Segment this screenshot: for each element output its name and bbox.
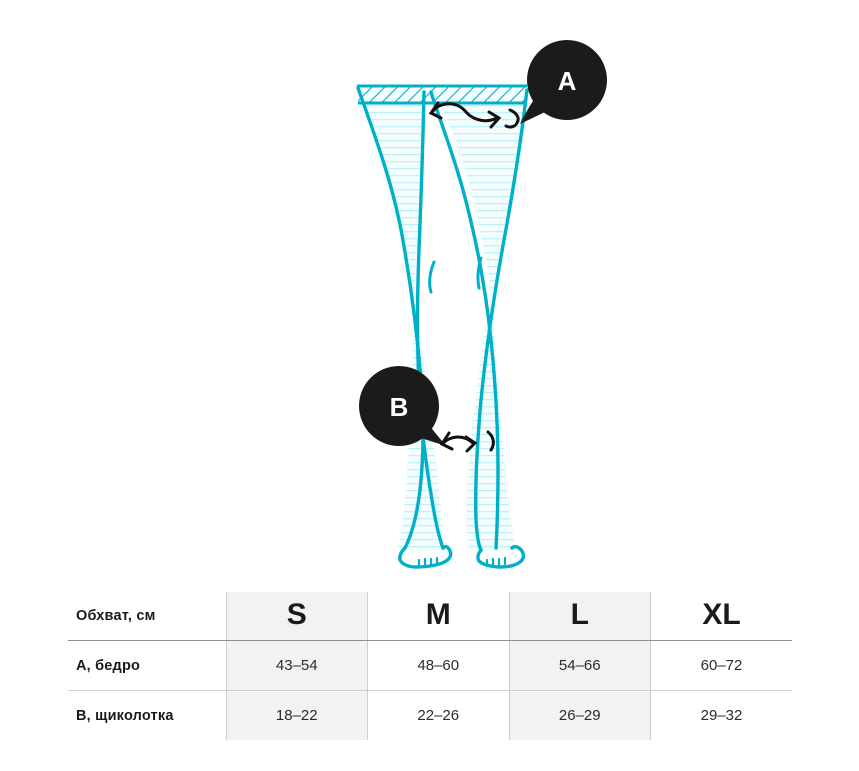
thigh-value-l: 54–66 [509,641,651,691]
ankle-value-l: 26–29 [509,691,651,741]
callout-a [520,40,607,124]
thigh-value-xl: 60–72 [651,641,793,691]
ankle-value-m: 22–26 [368,691,510,741]
callout-b [359,366,446,446]
size-header-m: M [368,592,510,641]
table-row [68,691,792,741]
row-label-thigh: A, бедро [68,641,226,691]
thigh-hatch-band [357,86,527,103]
callout-a-label: A [557,66,577,96]
size-table-container [68,592,792,740]
table-row [68,641,792,691]
ankle-value-xl: 29–32 [651,691,793,741]
row-label-ankle: B, щиколотка [68,691,226,741]
table-corner-label: Обхват, см [68,592,226,641]
callout-b-label: B [389,392,409,422]
thigh-value-s: 43–54 [226,641,368,691]
left-leg-shape [340,90,560,560]
table-header-row [68,592,792,641]
thigh-value-m: 48–60 [368,641,510,691]
size-table [68,592,792,740]
size-header-l: L [509,592,651,641]
size-header-s: S [226,592,368,641]
ankle-value-s: 18–22 [226,691,368,741]
size-header-xl: XL [651,592,793,641]
